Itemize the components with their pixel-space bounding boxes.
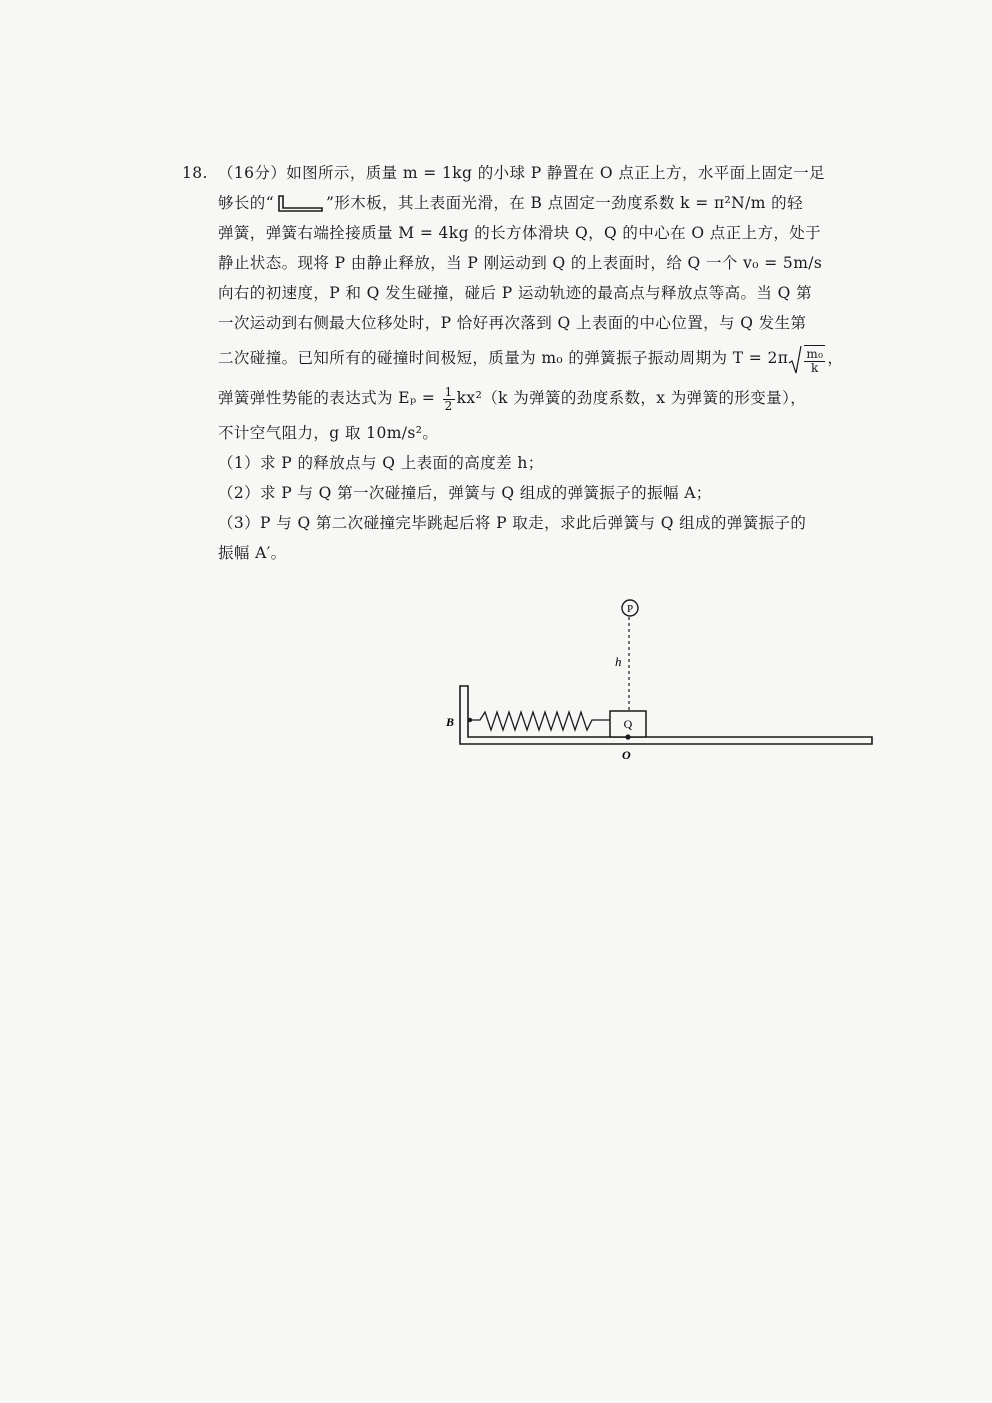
problem-line-8: 弹簧弹性势能的表达式为 Eₚ = $\frac{1}{2}$ kx²（k 为弹簧的劲度系数，x 为弹簧的形变量）， [218,384,807,413]
point-o [625,734,630,739]
problem-line-7: 二次碰撞。已知所有的碰撞时间极短，质量为 m₀ 的弹簧振子振动周期为 T = 2π $\frac{\text{m₀}}{k}$ ， [182,338,890,378]
physics-diagram [440,592,880,767]
block-q-label: Q [623,717,633,731]
sub-question-1: （1）求 P 的释放点与 Q 上表面的高度差 h； [218,454,544,472]
fraction-denominator: k [810,361,819,375]
l-shaped-board-icon [276,194,324,214]
point-o-label: O [622,748,631,762]
problem-18 [182,158,890,568]
sub-question-2: （2）求 P 与 Q 第一次碰撞后，弹簧与 Q 组成的弹簧振子的振幅 A； [218,484,712,502]
problem-line-1: 18. （16分）如图所示，质量 m = 1kg 的小球 P 静置在 O 点正上方，水平面上固定一足 [182,158,890,188]
sqrt-formula [788,339,827,379]
problem-line-6: 一次运动到右侧最大位移处时，P 恰好再次落到 Q 上表面的中心位置，与 Q 发生第 [218,314,807,332]
question-number: 18. [182,164,208,182]
problem-line-3: 弹簧，弹簧右端拴接质量 M = 4kg 的长方体滑块 Q，Q 的中心在 O 点正上方，处于 [218,224,822,242]
spring [470,712,610,730]
sub-question-3: （3）P 与 Q 第二次碰撞完毕跳起后将 P 取走，求此后弹簧与 Q 组成的弹簧振子的 [218,514,807,532]
sub-question-3-continued: 振幅 A′。 [218,544,287,562]
ball-p-label: P [626,603,634,615]
problem-line-9: 不计空气阻力，g 取 10m/s²。 [218,424,439,442]
fraction-numerator: m₀ [806,347,824,361]
height-label: h [615,654,622,669]
half-fraction: $\frac{1}{2}$ [444,384,453,413]
problem-line-4: 静止状态。现将 P 由静止释放，当 P 刚运动到 Q 的上表面时，给 Q 一个 v₀ = 5m/s [218,254,823,272]
point-b-label: B [446,715,455,729]
problem-line-5: 向右的初速度，P 和 Q 发生碰撞，碰后 P 运动轨迹的最高点与释放点等高。当 Q 第 [218,284,812,302]
problem-line-2: 够长的“ ”形木板，其上表面光滑，在 B 点固定一劲度系数 k = π²N/m 的轻 [218,194,803,212]
